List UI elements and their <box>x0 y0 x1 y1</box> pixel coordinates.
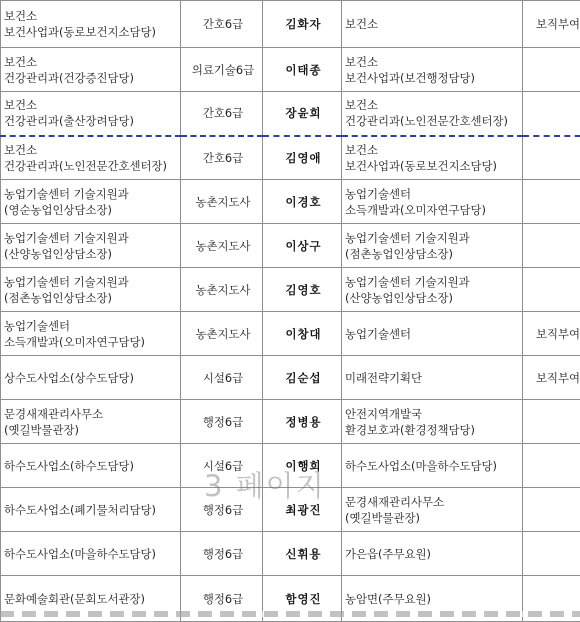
table-row <box>1 444 580 488</box>
previous-post-line: 보건소 <box>4 97 180 113</box>
employee-name-cell: 이창대 <box>263 312 342 356</box>
grade-cell: 간호6급 <box>181 136 263 180</box>
previous-post-cell <box>1 444 181 488</box>
remark-cell <box>523 180 580 224</box>
personnel-table-body <box>1 1 580 622</box>
grade-cell: 간호6급 <box>181 1 263 48</box>
new-post-line: 보건사업과(보건행정담당) <box>345 70 522 86</box>
previous-post-cell <box>1 400 181 444</box>
previous-post-line: (산양농업인상담소장) <box>4 246 180 262</box>
new-post-line: (점촌농업인상담소장) <box>345 246 522 262</box>
previous-post-line: (점촌농업인상담소장) <box>4 290 180 306</box>
previous-post-cell <box>1 268 181 312</box>
new-post-line: 보건소 <box>345 54 522 70</box>
previous-post-line: 문경새재관리사무소 <box>4 406 180 422</box>
table-row <box>1 268 580 312</box>
previous-post-cell <box>1 488 181 532</box>
new-post-cell <box>342 400 523 444</box>
grade-cell: 행정6급 <box>181 576 263 622</box>
grade-cell: 행정6급 <box>181 532 263 576</box>
new-post-line: (산양농업인상담소장) <box>345 290 522 306</box>
previous-post-cell <box>1 356 181 400</box>
new-post-line: 가은읍(주무요원) <box>345 546 522 562</box>
grade-cell: 농촌지도사 <box>181 312 263 356</box>
remark-cell: 보직부여 <box>523 356 580 400</box>
previous-post-line: 보건소 <box>4 8 180 24</box>
remark-cell: 보직부여 <box>523 1 580 48</box>
new-post-cell <box>342 444 523 488</box>
new-post-cell <box>342 136 523 180</box>
previous-post-line: 보건소 <box>4 54 180 70</box>
previous-post-cell <box>1 532 181 576</box>
table-row <box>1 136 580 180</box>
new-post-line: 미래전략기획단 <box>345 370 522 386</box>
new-post-line: 소득개발과(오미자연구담당) <box>345 202 522 218</box>
table-row <box>1 48 580 92</box>
grade-cell: 의료기술6급 <box>181 48 263 92</box>
remark-cell <box>523 532 580 576</box>
previous-post-line: (옛길박물관장) <box>4 422 180 438</box>
previous-post-line: 건강관리과(출산장려담당) <box>4 113 180 129</box>
employee-name-cell: 김화자 <box>263 1 342 48</box>
new-post-line: 농업기술센터 <box>345 186 522 202</box>
employee-name-cell: 김순섭 <box>263 356 342 400</box>
previous-post-cell <box>1 1 181 48</box>
previous-post-cell <box>1 48 181 92</box>
new-post-cell <box>342 180 523 224</box>
grade-cell: 시설6급 <box>181 444 263 488</box>
grade-cell: 간호6급 <box>181 92 263 136</box>
grade-cell: 시설6급 <box>181 356 263 400</box>
employee-name-cell: 김영호 <box>263 268 342 312</box>
table-row <box>1 92 580 136</box>
new-post-line: 보건소 <box>345 16 522 32</box>
employee-name-cell: 이행희 <box>263 444 342 488</box>
previous-post-line: 보건사업과(동로보건지소담당) <box>4 24 180 40</box>
new-post-line: 보건사업과(동로보건지소담당) <box>345 158 522 174</box>
previous-post-line: 농업기술센터 <box>4 318 180 334</box>
previous-post-line: 하수도사업소(하수도담당) <box>4 458 180 474</box>
employee-name-cell: 이태종 <box>263 48 342 92</box>
remark-cell <box>523 48 580 92</box>
new-post-cell <box>342 224 523 268</box>
previous-post-line: 문화예술회관(문회도서관장) <box>4 591 180 607</box>
new-post-cell <box>342 312 523 356</box>
new-post-line: 문경새재관리사무소 <box>345 494 522 510</box>
remark-cell <box>523 268 580 312</box>
new-post-line: 건강관리과(노인전문간호센터장) <box>345 113 522 129</box>
previous-post-line: 하수도사업소(폐기물처리담당) <box>4 502 180 518</box>
employee-name-cell: 최광진 <box>263 488 342 532</box>
new-post-line: (옛길박물관장) <box>345 510 522 526</box>
new-post-line: 농업기술센터 <box>345 326 522 342</box>
new-post-line: 안전지역개발국 <box>345 406 522 422</box>
grade-cell: 농촌지도사 <box>181 224 263 268</box>
grade-cell: 농촌지도사 <box>181 268 263 312</box>
employee-name-cell: 이상구 <box>263 224 342 268</box>
new-post-cell <box>342 356 523 400</box>
previous-post-cell <box>1 180 181 224</box>
previous-post-line: 상수도사업소(상수도담당) <box>4 370 180 386</box>
remark-cell <box>523 92 580 136</box>
remark-cell <box>523 444 580 488</box>
previous-post-cell <box>1 92 181 136</box>
grade-cell: 농촌지도사 <box>181 180 263 224</box>
employee-name-cell: 신휘용 <box>263 532 342 576</box>
new-post-line: 농업기술센터 기술지원과 <box>345 230 522 246</box>
table-row <box>1 180 580 224</box>
table-row <box>1 224 580 268</box>
employee-name-cell: 김영애 <box>263 136 342 180</box>
new-post-cell <box>342 48 523 92</box>
previous-post-cell <box>1 312 181 356</box>
new-post-line: 보건소 <box>345 97 522 113</box>
previous-post-line: 보건소 <box>4 142 180 158</box>
employee-name-cell: 이경호 <box>263 180 342 224</box>
previous-post-line: 건강관리과(노인전문간호센터장) <box>4 158 180 174</box>
previous-post-line: 하수도사업소(마을하수도담당) <box>4 546 180 562</box>
table-row <box>1 356 580 400</box>
new-post-line: 농암면(주무요원) <box>345 591 522 607</box>
previous-post-cell <box>1 224 181 268</box>
remark-cell <box>523 136 580 180</box>
previous-post-line: (영순농업인상담소장) <box>4 202 180 218</box>
previous-post-line: 농업기술센터 기술지원과 <box>4 274 180 290</box>
remark-cell <box>523 488 580 532</box>
grade-cell: 행정6급 <box>181 488 263 532</box>
previous-post-cell <box>1 136 181 180</box>
employee-name-cell: 장윤희 <box>263 92 342 136</box>
previous-post-line: 농업기술센터 기술지원과 <box>4 186 180 202</box>
remark-cell <box>523 400 580 444</box>
remark-cell <box>523 224 580 268</box>
grade-cell: 행정6급 <box>181 400 263 444</box>
table-row <box>1 1 580 48</box>
remark-cell: 보직부여 <box>523 312 580 356</box>
page-watermark: 3 페이지 <box>204 464 326 505</box>
new-post-cell <box>342 1 523 48</box>
new-post-cell <box>342 92 523 136</box>
previous-post-line: 농업기술센터 기술지원과 <box>4 230 180 246</box>
table-row <box>1 400 580 444</box>
new-post-cell <box>342 268 523 312</box>
new-post-cell <box>342 532 523 576</box>
new-post-line: 농업기술센터 기술지원과 <box>345 274 522 290</box>
table-row <box>1 488 580 532</box>
table-row <box>1 312 580 356</box>
previous-post-line: 소득개발과(오미자연구담당) <box>4 334 180 350</box>
new-post-line: 하수도사업소(마을하수도담당) <box>345 458 522 474</box>
table-row <box>1 532 580 576</box>
previous-post-line: 건강관리과(건강증진담당) <box>4 70 180 86</box>
employee-name-cell: 함영진 <box>263 576 342 622</box>
employee-name-cell: 정병용 <box>263 400 342 444</box>
new-post-line: 환경보호과(환경정책담당) <box>345 422 522 438</box>
new-post-cell <box>342 488 523 532</box>
cut-off-row-edge <box>0 611 580 617</box>
new-post-line: 보건소 <box>345 142 522 158</box>
